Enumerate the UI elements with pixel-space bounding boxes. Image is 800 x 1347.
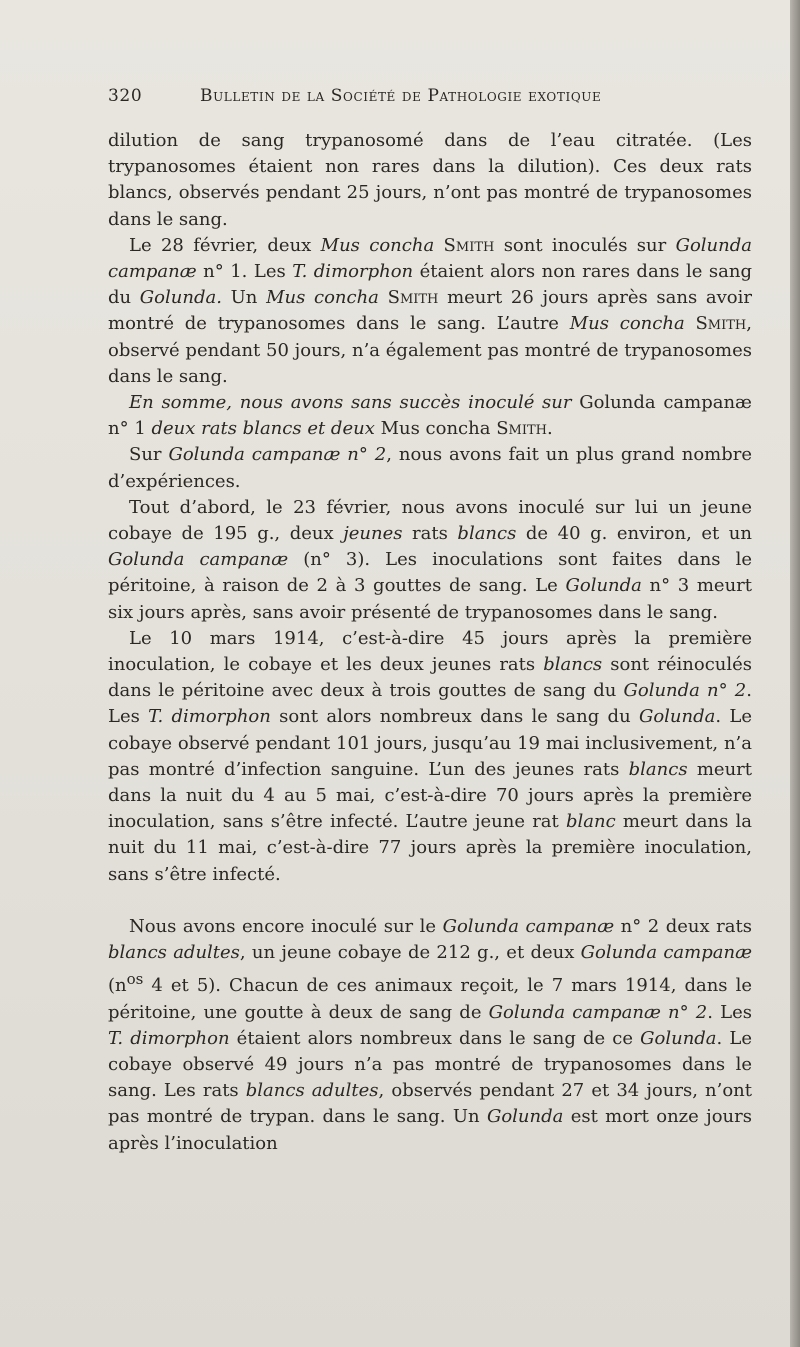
text-run: de 40 g. environ, et un [516, 523, 752, 545]
italic-text: Mus concha [266, 287, 379, 309]
text-run: , nous avons fait un plus grand nombre d’expériences. [108, 444, 753, 492]
text-run: meurt 26 jours après sans avoir montré de trypanosomes dans le sang. L’autre [108, 287, 753, 335]
italic-text: Golunda [638, 706, 716, 728]
paragraph [108, 495, 752, 626]
text-run: rats [402, 523, 458, 545]
author-name: Smith [695, 313, 747, 335]
text-run: , observé pendant 50 jours, n’a également pas montré de trypanosomes dans le sang. [108, 313, 752, 387]
text-run: sont réinoculés dans le péritoine avec deux à trois gouttes de sang du [108, 654, 753, 702]
paragraph [108, 626, 752, 888]
text-run: 4 et 5). Chacun de ces animaux reçoit, le 7 mars 1914, dans le péritoine, une goutte à deux de sang de [108, 975, 752, 1023]
text-run: Le 10 mars 1914, c’est-à-dire 45 jours après la première inoculation, le cobaye et les deux jeunes rats [108, 627, 752, 676]
italic-text: Golunda [565, 575, 642, 597]
text-run: sont alors nombreux dans le sang du [270, 706, 639, 728]
author-name: Smith [387, 287, 439, 309]
text-run: . Les [108, 680, 752, 728]
italic-text: blancs [457, 523, 517, 545]
text-run [685, 313, 696, 334]
italic-text: blancs adultes [108, 942, 240, 964]
page-edge [790, 0, 800, 1347]
text-run: Mus concha [374, 418, 497, 440]
italic-text: blancs adultes [245, 1080, 379, 1102]
italic-text: Golunda campanæ [580, 942, 752, 964]
page-header [108, 86, 748, 114]
body-text [108, 128, 752, 1157]
italic-text: Golunda campanæ [108, 234, 752, 283]
text-run: Golunda campanæ n° 1 [108, 392, 752, 440]
italic-text: Golunda campanæ [108, 549, 289, 571]
text-run: n° 2 deux rats [614, 915, 752, 937]
text-run: Un [221, 287, 267, 309]
superscript: os [126, 970, 144, 989]
italic-text: blancs [543, 654, 603, 676]
text-run: n° 3 meurt six jours après, sans avoir présenté de trypanosomes dans le sang. [108, 575, 752, 623]
paragraph [108, 233, 752, 390]
text-run [379, 287, 388, 308]
text-run: (n [108, 975, 127, 997]
italic-text: T. dimorphon [292, 261, 414, 283]
text-run: dilution de sang trypanosomé dans de l’eau citratée. (Les trypanosomes étaient non rares dans la dilution). Ces deux rats blancs, observés pendant 25 jours, n’ont pas montré de trypanosomes dans le sang. [108, 130, 752, 230]
text-run: Nous avons encore inoculé sur le [129, 915, 443, 937]
italic-text: jeunes [343, 523, 403, 545]
running-title: Bulletin de la Société de Pathologie exotique [200, 86, 602, 106]
italic-text: Golunda. [139, 287, 222, 309]
text-run: , observés pendant 27 et 34 jours, n’ont pas montré de trypan. dans le sang. Un [108, 1080, 753, 1128]
italic-text: Golunda campanæ n° 2 [168, 444, 387, 466]
text-run: Le 28 février, deux [129, 234, 321, 256]
italic-text: Golunda [486, 1106, 564, 1128]
text-run: meurt dans la nuit du 4 au 5 mai, c’est-à-dire 70 jours après la première inoculation, sans s’être infecté. L’autre jeune rat [108, 758, 752, 833]
text-run: . Le cobaye observé 49 jours n’a pas montré de trypanosomes dans le sang. Les rats [108, 1027, 752, 1102]
paragraph [108, 128, 752, 233]
italic-text: Golunda campanæ n° 2 [488, 1001, 708, 1023]
text-run: n° 1. Les [196, 261, 293, 283]
italic-text: deux rats blancs et deux [151, 418, 375, 440]
italic-text: T. dimorphon [108, 1027, 230, 1049]
italic-text: Mus concha [569, 313, 685, 335]
text-run: . Les [707, 1001, 752, 1023]
italic-text: blancs [628, 758, 688, 780]
text-run: meurt dans la nuit du 11 mai, c’est-à-dire 77 jours après la première inoculation, sans s’être infecté. [108, 811, 753, 885]
text-run: sont inoculés sur [494, 234, 676, 256]
paragraph [108, 442, 752, 494]
text-run: . Le cobaye observé pendant 101 jours, jusqu’au 19 mai inclusivement, n’a pas montré d’infection sanguine. L’un des jeunes rats [108, 706, 752, 780]
italic-text: Golunda campanæ [442, 915, 615, 937]
italic-text: blanc [565, 811, 616, 833]
page-number: 320 [108, 86, 143, 106]
text-run: est mort onze jours après l’inoculation [108, 1106, 752, 1154]
text-run: étaient alors nombreux dans le sang de ce [229, 1027, 641, 1049]
italic-text: Golunda [640, 1027, 717, 1049]
paragraph [108, 390, 752, 442]
italic-text: En somme, nous avons sans succès inoculé sur [129, 392, 572, 414]
text-run: étaient alors non rares dans le sang du [108, 261, 752, 309]
text-run: . [546, 418, 553, 440]
paragraph [108, 914, 752, 1157]
text-run: Sur [129, 444, 169, 466]
text-run: (n° 3). Les inoculations sont faites dans le péritoine, à raison de 2 à 3 gouttes de sang. Le [108, 549, 753, 597]
author-name: Smith [443, 234, 495, 256]
italic-text: Golunda n° 2 [623, 680, 747, 702]
italic-text: T. dimorphon [148, 706, 271, 728]
italic-text: Mus concha [320, 234, 435, 256]
text-run: , un jeune cobaye de 212 g., et deux [239, 942, 581, 964]
text-run: Tout d’abord, le 23 février, nous avons inoculé sur lui un jeune cobaye de 195 g., deux [108, 496, 752, 545]
author-name: Smith [496, 418, 547, 440]
text-run [434, 235, 443, 256]
